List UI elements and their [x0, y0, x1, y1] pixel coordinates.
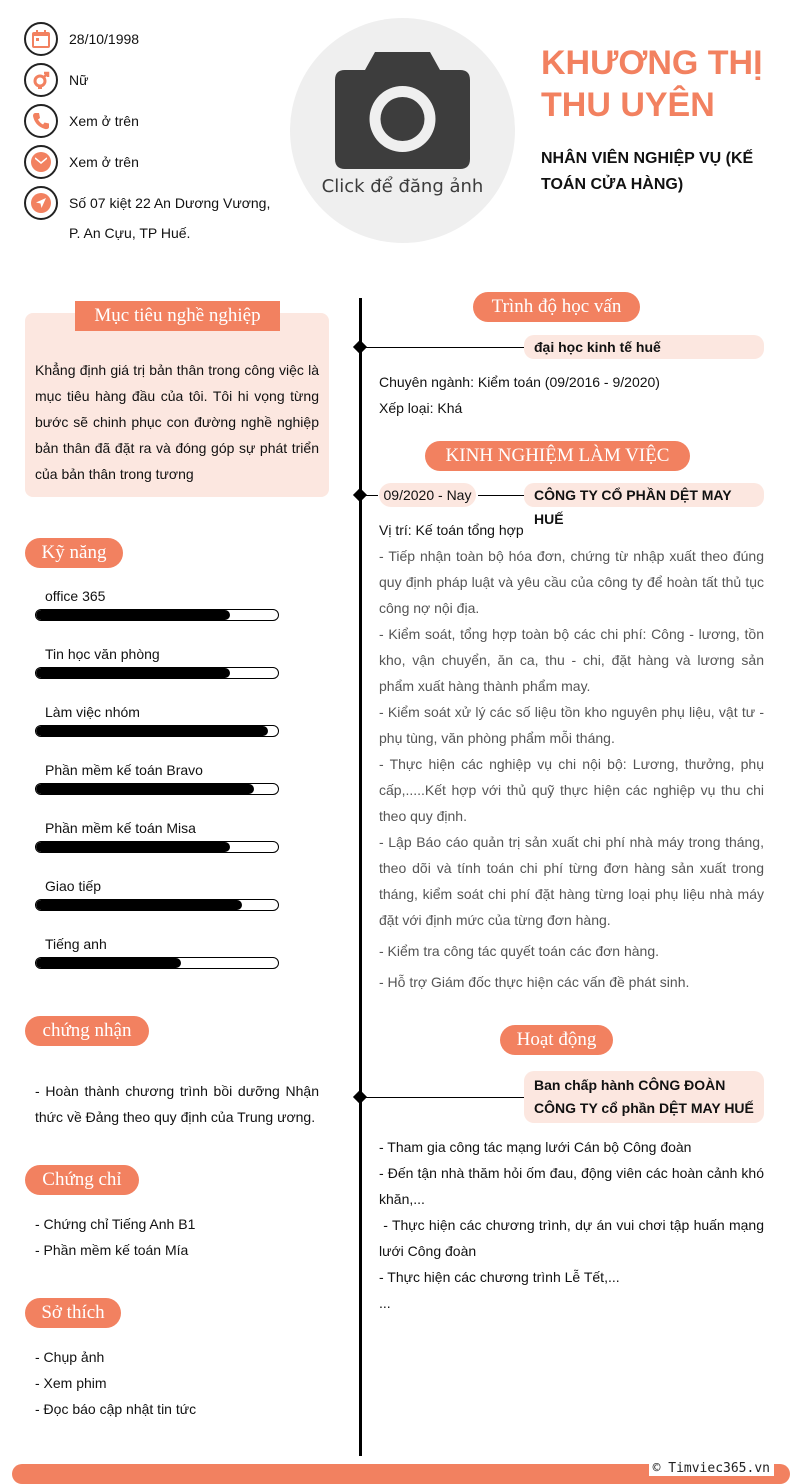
skill-bar: [35, 667, 279, 679]
skill-bar: [35, 899, 279, 911]
company-name: CÔNG TY CỔ PHẦN DỆT MAY HUẾ: [524, 483, 764, 507]
activity-item: - Thực hiện các chương trình, dự án vui chơi tập huấn mạng lưới Công đoàn: [379, 1217, 768, 1259]
skill-label: Phần mềm kế toán Misa: [45, 820, 196, 836]
activity-item: - Tham gia công tác mạng lưới Cán bộ Công đoàn: [379, 1139, 692, 1155]
contact-phone: [24, 104, 284, 138]
hobbies-heading: Sở thích: [25, 1298, 121, 1328]
email-icon: [24, 145, 58, 179]
activities-heading: Hoạt động: [500, 1025, 613, 1055]
experience-period: 09/2020 - Nay: [379, 483, 476, 507]
school-name: đại học kinh tế huế: [524, 335, 764, 359]
education-heading: Trình độ học vấn: [473, 292, 640, 322]
connector-line: [362, 1097, 524, 1098]
skill-bar: [35, 725, 279, 737]
skill-label: Phần mềm kế toán Bravo: [45, 762, 203, 778]
birthday-value: 28/10/1998: [69, 31, 140, 47]
job-title: NHÂN VIÊN NGHIỆP VỤ (KẾ TOÁN CỬA HÀNG): [541, 150, 754, 193]
experience-heading: KINH NGHIỆM LÀM VIỆC: [425, 441, 690, 471]
connector-line: [362, 495, 378, 496]
experience-duty: - Kiểm tra công tác quyết toán các đơn hàng.: [379, 943, 660, 959]
certificates-heading: Chứng chỉ: [25, 1165, 139, 1195]
connector-line: [362, 347, 524, 348]
avatar-upload[interactable]: [290, 18, 515, 243]
organization-line: CÔNG TY cổ phần DỆT MAY HUẾ: [534, 1100, 754, 1116]
timeline-line: [359, 298, 362, 1456]
candidate-name: KHƯƠNG THỊ THU UYÊN: [541, 44, 763, 124]
skill-level-fill: [36, 784, 254, 794]
skill-level-fill: [36, 610, 230, 620]
skill-bar: [35, 841, 279, 853]
contact-birthday: [24, 22, 284, 56]
experience-duty: - Hỗ trợ Giám đốc thực hiện các vấn đề phát sinh.: [379, 974, 690, 990]
certification-text: - Hoàn thành chương trình bồi dưỡng Nhận thức về Đảng theo quy định của Trung ương.: [35, 1083, 319, 1125]
certificate-item: - Phần mềm kế toán Mía: [35, 1242, 189, 1258]
experience-position: Vị trí: Kế toán tổng hợp: [379, 522, 524, 538]
contact-email: [24, 145, 284, 179]
certificate-item: - Chứng chỉ Tiếng Anh B1: [35, 1216, 196, 1232]
phone-value: Xem ở trên: [69, 113, 139, 129]
location-icon: [24, 186, 58, 220]
experience-duty: - Kiểm soát xử lý các số liệu tồn kho nguyên phụ liệu, vật tư - phụ tùng, văn phòng phẩm mỗi tháng.: [379, 704, 764, 746]
skill-level-fill: [36, 842, 230, 852]
education-major: Chuyên ngành: Kiểm toán (09/2016 - 9/2020): [379, 374, 660, 390]
photo-caption: Click để đăng ảnh: [321, 176, 484, 197]
phone-icon: [24, 104, 58, 138]
skill-bar: [35, 783, 279, 795]
experience-duty: - Lập Báo cáo quản trị sản xuất chi phí nhà máy trong tháng, theo dõi và tính toán chi phí từng đơn hàng sản xuất trong tháng, kiểm soát chi phí đặt hàng từng loại phụ liệu nhà máy đặt với định mức của từng đơn hàng.: [379, 834, 764, 928]
connector-line: [478, 495, 524, 496]
skill-label: Tin học văn phòng: [45, 646, 160, 662]
education-grade: Xếp loại: Khá: [379, 400, 463, 416]
skill-label: Tiếng anh: [45, 936, 107, 952]
activity-item: - Đến tận nhà thăm hỏi ốm đau, động viên các hoàn cảnh khó khăn,...: [379, 1165, 764, 1207]
objective-heading: Mục tiêu nghề nghiệp: [75, 301, 280, 331]
experience-duty: - Kiểm soát, tổng hợp toàn bộ các chi phí: Công - lương, tồn kho, vận chuyển, ăn ca, thu - chi, đặt hàng và lương sản phẩm xuất hàng thành phẩm may.: [379, 626, 764, 694]
skill-label: Làm việc nhóm: [45, 704, 140, 720]
camera-icon: [335, 52, 470, 169]
skill-bar: [35, 957, 279, 969]
hobby-item: - Xem phim: [35, 1375, 107, 1391]
certification-heading: chứng nhận: [25, 1016, 149, 1046]
contact-gender: [24, 63, 284, 97]
skill-label: office 365: [45, 588, 106, 604]
contact-address: [24, 186, 284, 248]
organization-line: Ban chấp hành CÔNG ĐOÀN: [534, 1077, 726, 1093]
gender-icon: [24, 63, 58, 97]
address-value: Số 07 kiệt 22 An Dương Vương, P. An Cựu, TP Huế.: [69, 195, 271, 241]
email-value: Xem ở trên: [69, 154, 139, 170]
activity-item: ...: [379, 1295, 391, 1311]
footer: [0, 1461, 800, 1484]
calendar-icon: [24, 22, 58, 56]
experience-duty: - Thực hiện các nghiệp vụ chi nội bộ: Lương, thưởng, phụ cấp,.....Kết hợp với thủ quỹ thực hiện các nghiệp vụ thu chi theo quy định.: [379, 756, 764, 824]
skills-heading: Kỹ năng: [25, 538, 123, 568]
experience-duty: - Tiếp nhận toàn bộ hóa đơn, chứng từ nhập xuất theo đúng quy định pháp luật và yêu cầu của công ty để hoàn tất thủ tục công nợ nội địa.: [379, 548, 764, 616]
activity-organization: [524, 1071, 764, 1123]
skill-level-fill: [36, 726, 268, 736]
footer-credit: © Timviec365.vn: [649, 1462, 774, 1476]
objective-text: Khẳng định giá trị bản thân trong công việc là mục tiêu hàng đầu của tôi. Tôi hi vọng từng bước sẽ chinh phục con đường nghề nghiệp bản thân đã đặt ra và đóng góp sự phát triển của bản thân trong tương: [35, 362, 319, 482]
hobby-item: - Chụp ảnh: [35, 1349, 105, 1365]
hobby-item: - Đọc báo cập nhật tin tức: [35, 1401, 197, 1417]
skill-level-fill: [36, 668, 230, 678]
skill-level-fill: [36, 958, 181, 968]
skill-label: Giao tiếp: [45, 878, 102, 894]
skill-bar: [35, 609, 279, 621]
gender-value: Nữ: [69, 72, 89, 88]
activity-item: - Thực hiện các chương trình Lễ Tết,...: [379, 1269, 620, 1285]
skill-level-fill: [36, 900, 242, 910]
